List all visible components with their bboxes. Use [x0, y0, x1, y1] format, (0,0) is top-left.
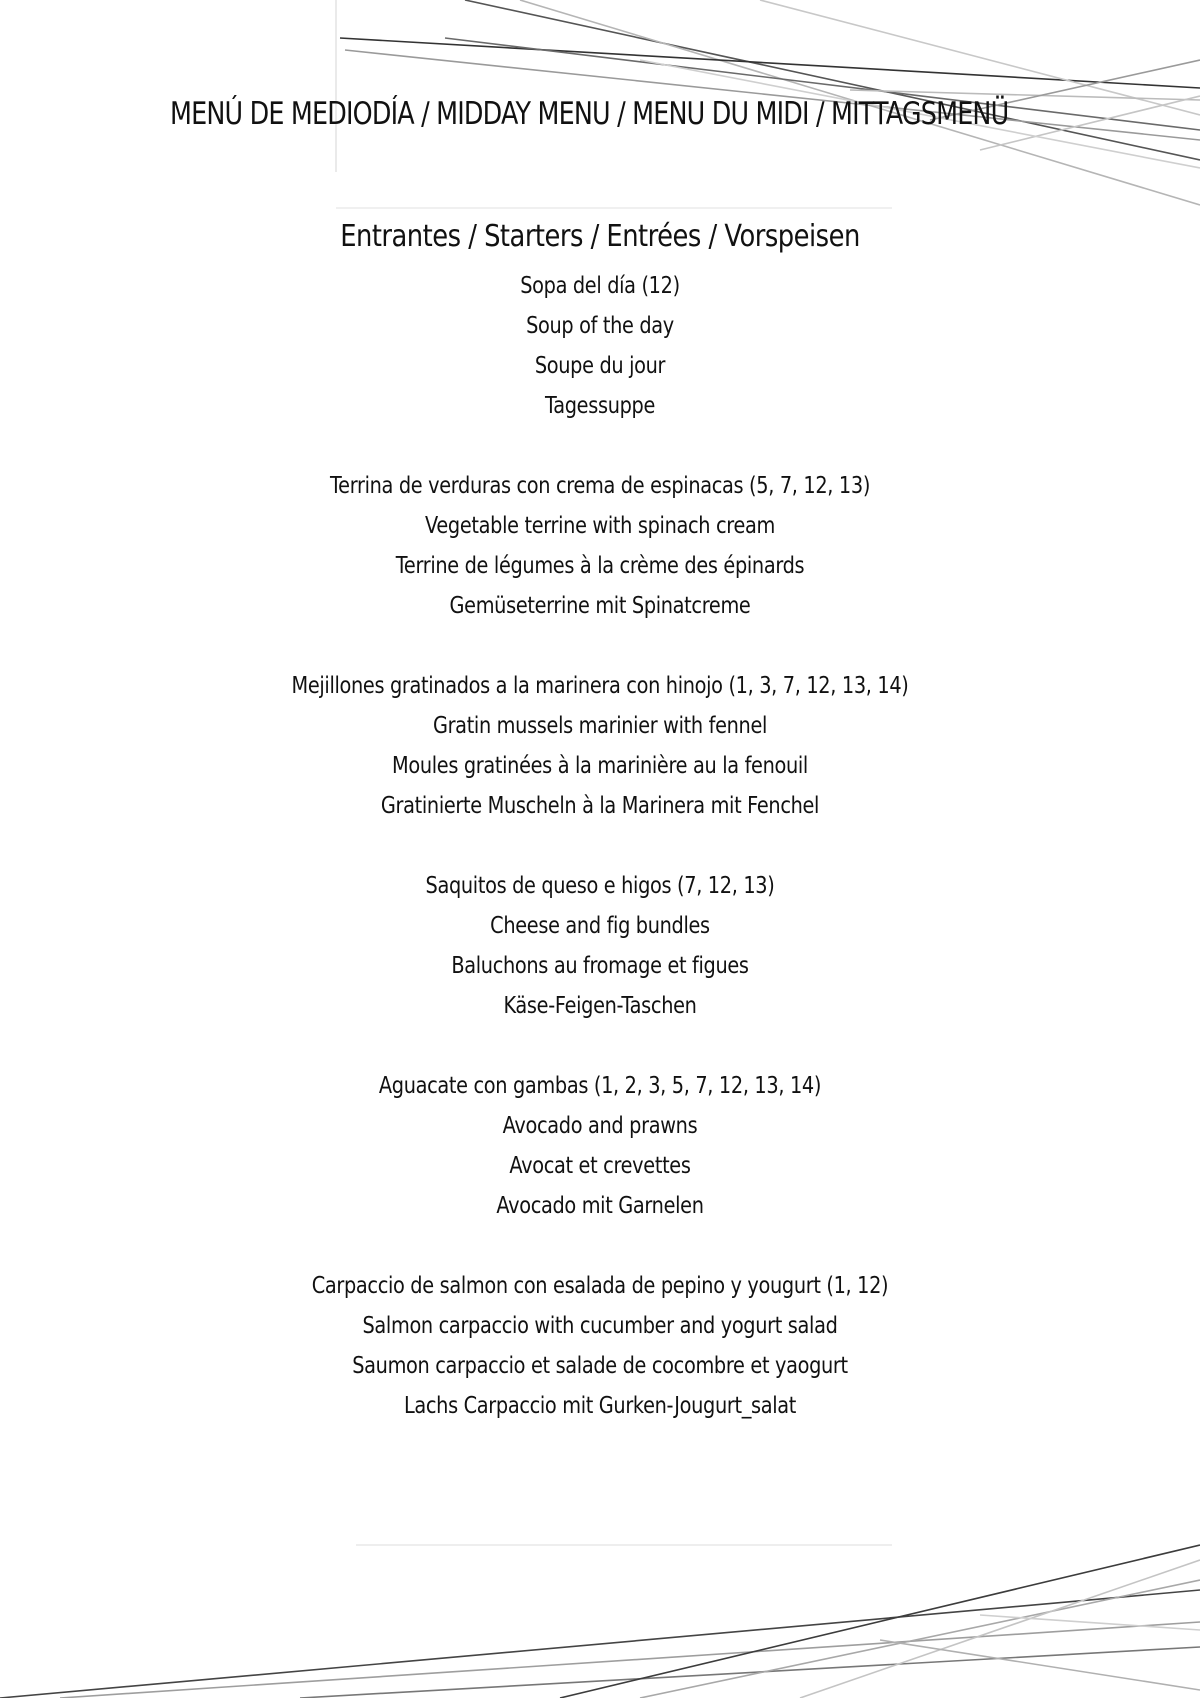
dish-name-en: Vegetable terrine with spinach cream [425, 513, 775, 539]
dish-name-fr: Avocat et crevettes [509, 1153, 691, 1179]
dish-soup-of-the-day [0, 266, 1200, 466]
dish-name-es: Mejillones gratinados a la marinera con hinojo (1, 3, 7, 12, 13, 14) [291, 673, 909, 699]
dish-name-fr: Moules gratinées à la marinière au la fenouil [392, 753, 808, 779]
dish-name-en: Cheese and fig bundles [490, 913, 710, 939]
dish-name-es: Sopa del día (12) [520, 273, 680, 299]
dish-name-de: Tagessuppe [544, 393, 656, 419]
dish-name-de: Gemüseterrine mit Spinatcreme [449, 593, 751, 619]
dish-cheese-fig-bundles [0, 866, 1200, 1066]
dish-name-es: Saquitos de queso e higos (7, 12, 13) [425, 873, 775, 899]
dish-name-en: Salmon carpaccio with cucumber and yogurt salad [362, 1313, 838, 1339]
dish-avocado-prawns [0, 1066, 1200, 1266]
dish-salmon-carpaccio [0, 1266, 1200, 1466]
section-heading: Entrantes / Starters / Entrées / Vorspeisen [340, 219, 860, 254]
dish-name-en: Gratin mussels marinier with fennel [432, 713, 768, 739]
dish-name-en: Avocado and prawns [502, 1113, 698, 1139]
dish-name-es: Aguacate con gambas (1, 2, 3, 5, 7, 12, 13, 14) [378, 1073, 822, 1099]
dish-name-fr: Saumon carpaccio et salade de cocombre et yaogurt [352, 1353, 848, 1379]
dish-name-fr: Baluchons au fromage et figues [451, 953, 749, 979]
menu-title: MENÚ DE MEDIODÍA / MIDDAY MENU / MENU DU MIDI / MITTAGSMENÜ [170, 96, 1009, 132]
dish-name-de: Lachs Carpaccio mit Gurken-Jougurt_salat [403, 1393, 797, 1419]
dish-vegetable-terrine [0, 466, 1200, 666]
starters-section [0, 208, 1200, 1466]
dish-gratin-mussels [0, 666, 1200, 866]
dish-name-es: Terrina de verduras con crema de espinacas (5, 7, 12, 13) [329, 473, 871, 499]
dish-name-es: Carpaccio de salmon con esalada de pepino y yougurt (1, 12) [311, 1273, 889, 1299]
dish-name-de: Gratinierte Muscheln à la Marinera mit Fenchel [380, 793, 820, 819]
dish-name-de: Avocado mit Garnelen [496, 1193, 704, 1219]
dish-name-fr: Terrine de légumes à la crème des épinards [395, 553, 805, 579]
dish-name-de: Käse-Feigen-Taschen [503, 993, 697, 1019]
dish-name-en: Soup of the day [526, 313, 674, 339]
dish-name-fr: Soupe du jour [534, 353, 666, 379]
